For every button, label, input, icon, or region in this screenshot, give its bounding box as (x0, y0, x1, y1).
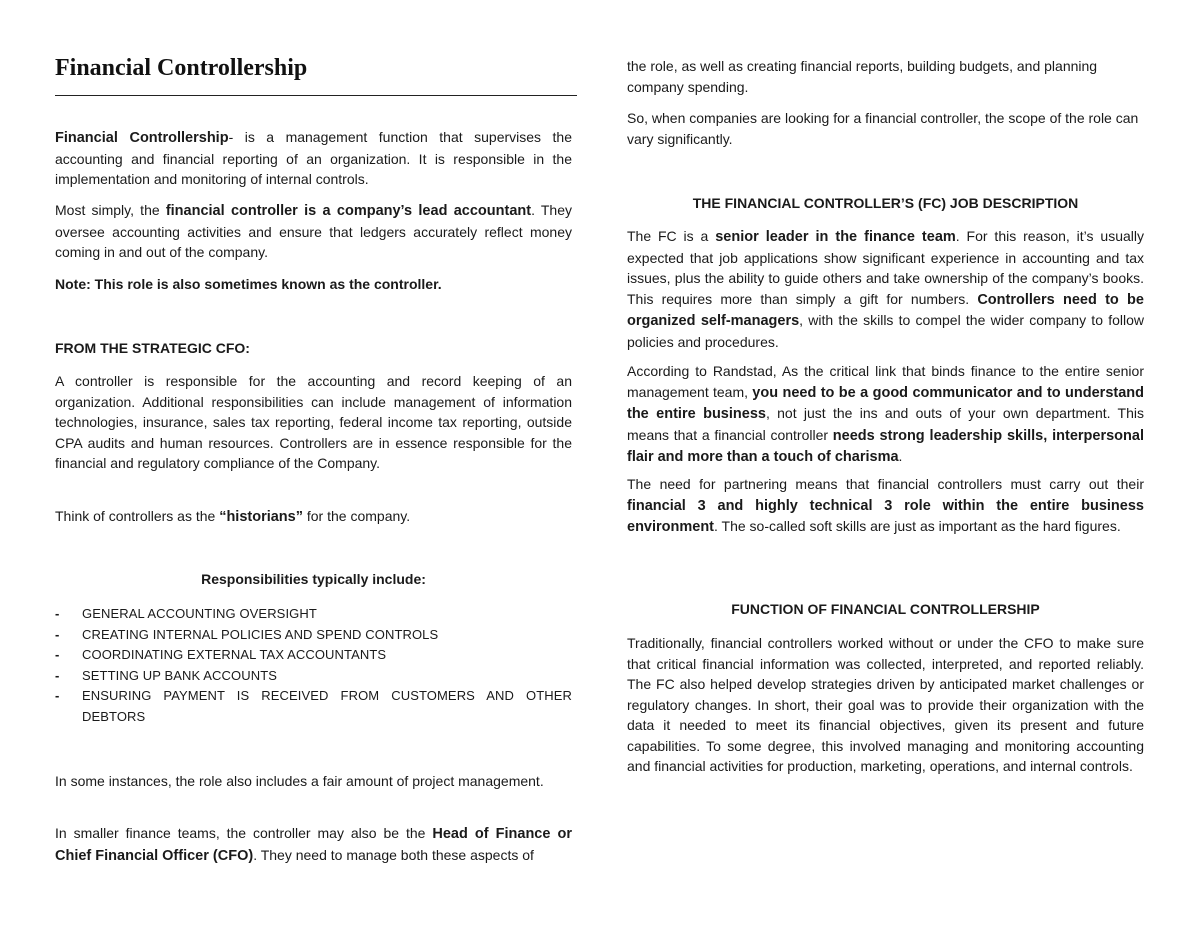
job-text-3: , with the skills to compel the wider company to follow policies and procedures. (627, 312, 1144, 350)
smaller-bold: Head of Finance or Chief Financial Officer (CFO) (55, 826, 572, 864)
job-text-2: . For this reason, it’s usually expected that job applications show significant experience in accounting and tax issues, plus the ability to guide others and take ownership of the company’s books. This requires more than simply a gift for numbers. (627, 228, 1144, 307)
randstad-text-3: . (898, 448, 903, 464)
partnering-text-1: The need for partnering means that financial controllers must carry out their (627, 476, 1144, 492)
function-paragraph: Traditionally, financial controllers worked without or under the CFO to make sure that critical financial information was collected, interpreted, and reported reliably. The FC also helped develop strategies driven by anticipated market challenges or regulatory changes. In short, their goal was to provide their organization with the data it needed to meet its financial objectives, given its present and future capabilities. To some degree, this involved managing and monitoring accounting and financial activities for production, marketing, operations, and internal controls. (627, 635, 1144, 774)
randstad-bold-2: needs strong leadership skills, interpersonal flair and more than a touch of charisma (627, 427, 1144, 465)
smaller-post: . They need to manage both these aspects of (253, 846, 534, 863)
list-item (55, 604, 572, 625)
partnering-bold-1: financial 3 and highly technical 3 role within the entire business environment (627, 497, 1144, 535)
list-item (55, 625, 572, 646)
intro-text: - is a management function that supervises the accounting and financial reporting of an organization. It is responsible in the implementation and monitoring of internal controls. (55, 129, 572, 187)
strategic-cfo-heading: FROM THE STRATEGIC CFO: (55, 340, 250, 356)
lead-text-bold: financial controller is a company’s lead accountant (165, 203, 532, 219)
job-text-1: The FC is a (627, 228, 716, 244)
historians-pre: Think of controllers as the (55, 508, 220, 524)
title-divider (55, 95, 577, 96)
project-management-paragraph: In some instances, the role also includes a fair amount of project management. (55, 773, 544, 789)
intro-term: Financial Controllership (55, 130, 229, 146)
function-heading: FUNCTION OF FINANCIAL CONTROLLERSHIP (731, 601, 1040, 617)
historians-post: for the company. (302, 508, 411, 524)
list-item-text: COORDINATING EXTERNAL TAX ACCOUNTANTS (82, 647, 387, 662)
note-text: Note: This role is also sometimes known as the controller. (55, 276, 442, 292)
list-item-text: CREATING INTERNAL POLICIES AND SPEND CONTROLS (82, 626, 439, 642)
smaller-teams-paragraph (55, 823, 572, 866)
job-description-heading: THE FINANCIAL CONTROLLER’S (FC) JOB DESCRIPTION (692, 195, 1079, 211)
responsibilities-heading: Responsibilities typically include: (201, 571, 426, 587)
partnering-paragraph (627, 474, 1144, 538)
job-bold-1: senior leader in the finance team (715, 229, 956, 245)
strategic-cfo-paragraph: A controller is responsible for the accounting and record keeping of an organization. Additional responsibilities can include management of information technologies, insurance, sales tax reporting, federal income tax reporting, outside CPA audits and human resources. Controllers are in essence responsible for the financial and regulatory compliance of the Company. (55, 373, 572, 471)
list-item-text: GENERAL ACCOUNTING OVERSIGHT (82, 606, 317, 621)
bullet-dash: - (55, 606, 60, 621)
lead-text-post: . They oversee accounting activities and ensure that ledgers accurately reflect money coming in and out of the company. (55, 202, 573, 260)
responsibilities-list (55, 604, 572, 727)
list-item-text: SETTING UP BANK ACCOUNTS (82, 667, 278, 683)
lead-accountant-paragraph (55, 200, 572, 263)
list-item (55, 686, 572, 727)
smaller-pre: In smaller finance teams, the controller may also be the (55, 825, 433, 841)
partnering-text-2: . The so-called soft skills are just as important as the hard figures. (714, 518, 1121, 534)
bullet-dash: - (55, 688, 60, 703)
lead-text-pre: Most simply, the (55, 202, 166, 218)
bullet-dash: - (55, 626, 60, 642)
intro-paragraph (55, 127, 572, 190)
scope-paragraph: So, when companies are looking for a financial controller, the scope of the role can vary significantly. (627, 110, 1139, 147)
list-item-text: ENSURING PAYMENT IS RECEIVED FROM CUSTOMERS AND OTHER DEBTORS (82, 688, 572, 724)
bullet-dash: - (55, 647, 60, 662)
randstad-bold-1: you need to be a good communicator and to understand the entire business (627, 384, 1144, 422)
page-title: Financial Controllership (55, 55, 308, 81)
bullet-dash: - (55, 667, 60, 683)
list-item (55, 666, 572, 687)
job-bold-2: Controllers need to be organized self-managers (627, 291, 1144, 329)
randstad-text-2: , not just the ins and outs of your own department. This means that a financial controller (627, 405, 1144, 443)
randstad-text-1: According to Randstad, As the critical link that binds finance to the entire senior management team, (627, 363, 1144, 400)
randstad-paragraph (627, 361, 1144, 468)
job-description-paragraph (627, 226, 1144, 352)
historians-paragraph (55, 506, 572, 528)
continued-paragraph: the role, as well as creating financial reports, building budgets, and planning company spending. (627, 58, 1098, 95)
list-item (55, 645, 572, 666)
historians-bold: “historians” (219, 509, 303, 525)
